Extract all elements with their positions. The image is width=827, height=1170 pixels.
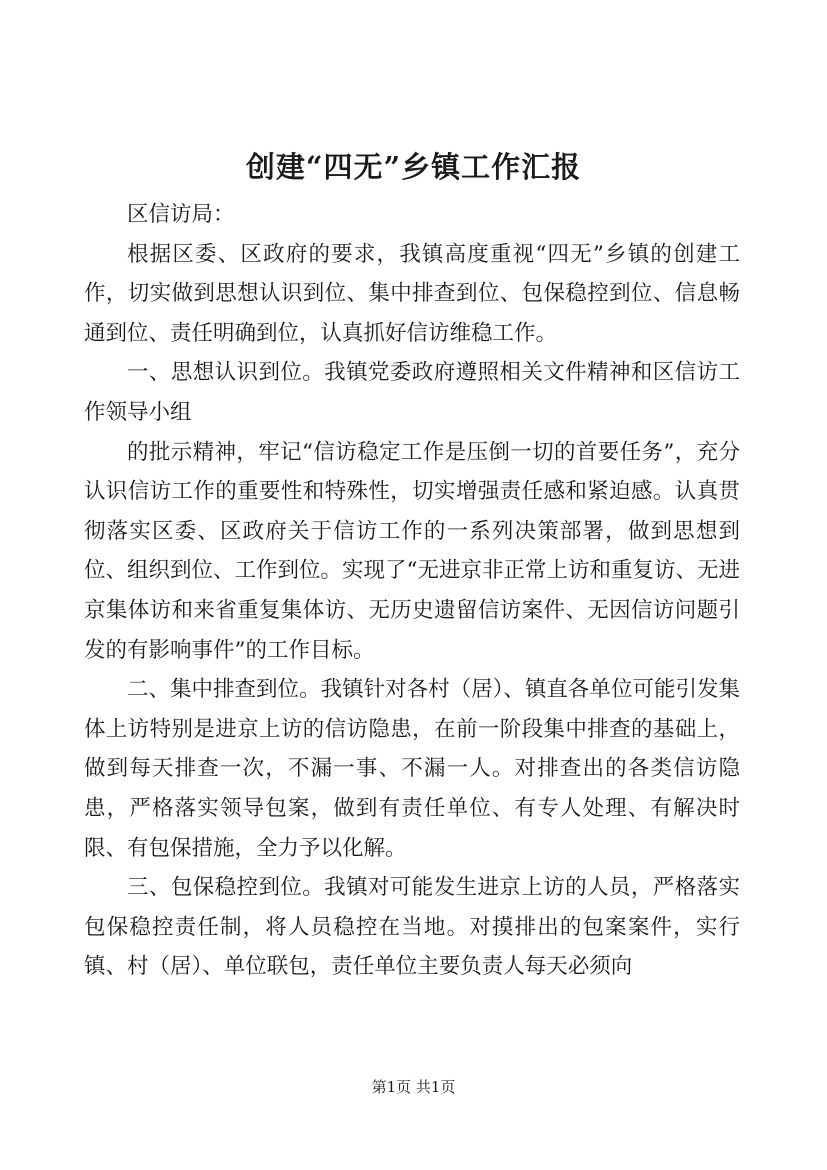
document-body <box>84 195 740 987</box>
page-footer: 第1页 共1页 <box>371 1078 456 1096</box>
paragraph-section-1: 一、思想认识到位。我镇党委政府遵照相关文件精神和区信访工作领导小组 <box>84 360 740 425</box>
paragraph-section-3: 三、包保稳控到位。我镇对可能发生进京上访的人员，严格落实包保稳控责任制，将人员稳控在当地。对摸排出的包案案件，实行镇、村（居）、单位联包，责任单位主要负责人每天必须向 <box>84 875 740 980</box>
salutation: 区信访局： <box>127 202 235 227</box>
paragraph-section-2: 二、集中排查到位。我镇针对各村（居）、镇直各单位可能引发集体上访特别是进京上访的信访隐患，在前一阶段集中排查的基础上，做到每天排查一次，不漏一事、不漏一人。对排查出的各类信访隐患，严格落实领导包案，做到有责任单位、有专人处理、有解决时限、有包保措施，全力予以化解。 <box>84 677 740 861</box>
paragraph-section-1-continued: 的批示精神，牢记“信访稳定工作是压倒一切的首要任务”，充分认识信访工作的重要性和特殊性，切实增强责任感和紧迫感。认真贯彻落实区委、区政府关于信访工作的一系列决策部署，做到思想到位、组织到位、工作到位。实现了“无进京非正常上访和重复访、无进京集体访和来省重复集体访、无历史遗留信访案件、无因信访问题引发的有影响事件”的工作目标。 <box>84 439 740 663</box>
paragraph-intro: 根据区委、区政府的要求，我镇高度重视“四无”乡镇的创建工作，切实做到思想认识到位、集中排查到位、包保稳控到位、信息畅通到位、责任明确到位，认真抓好信访维稳工作。 <box>84 241 740 346</box>
document-title: 创建“四无”乡镇工作汇报 <box>245 150 582 184</box>
